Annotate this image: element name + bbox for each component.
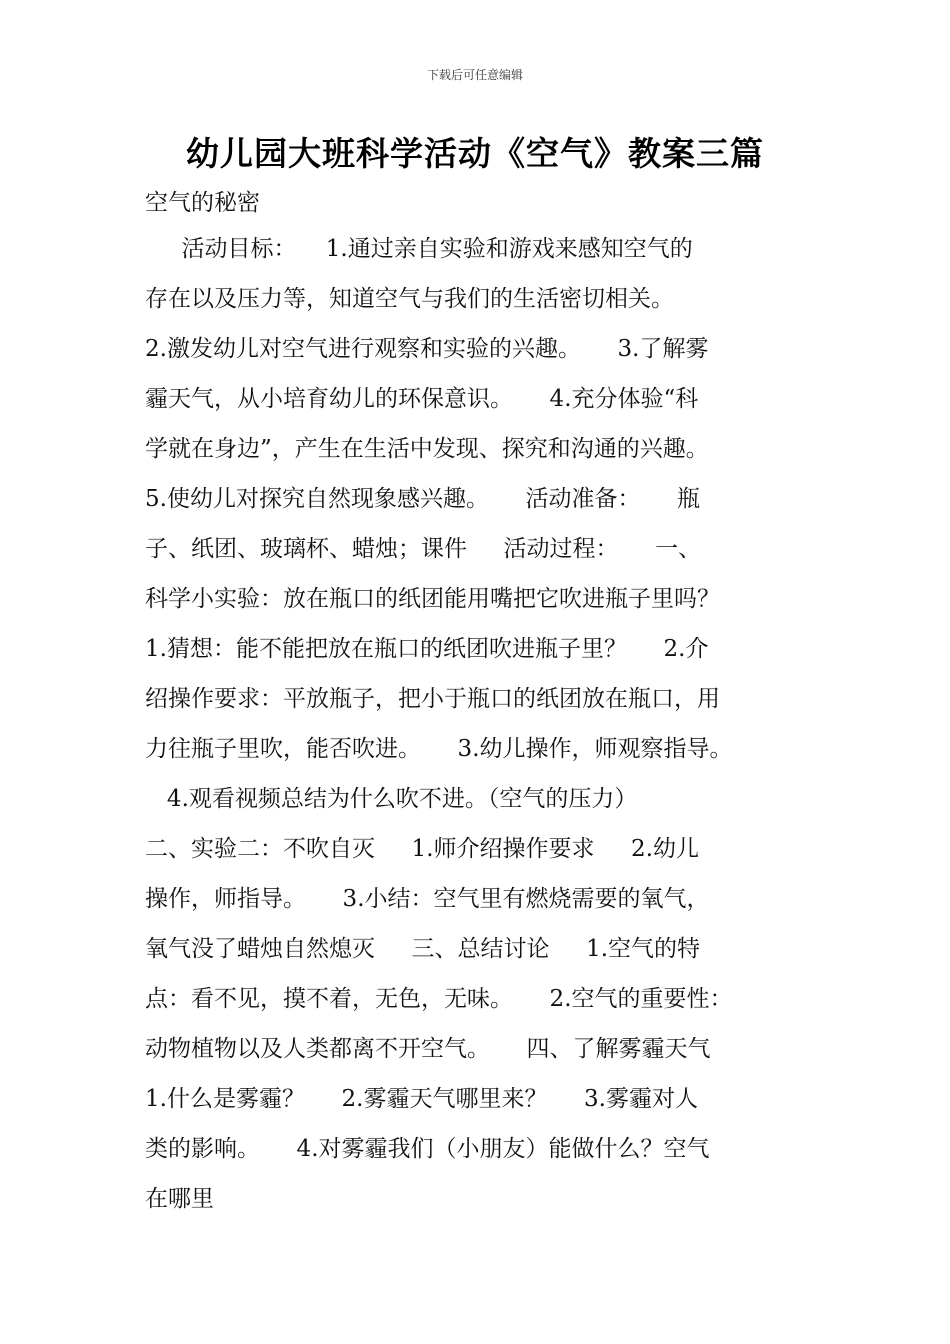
body-line: 点：看不见，摸不着，无色，无味。 2.空气的重要性： [145,986,733,1012]
body-line: 5.使幼儿对探究自然现象感兴趣。 活动准备： 瓶 [145,486,701,512]
header-note: 下载后可任意编辑 [426,68,523,82]
body-line: 学就在身边”，产生在生活中发现、探究和沟通的兴趣。 [145,436,709,462]
body-line: 存在以及压力等，知道空气与我们的生活密切相关。 [145,286,674,312]
body-line: 类的影响。 4.对雾霾我们（小朋友）能做什么？空气 [145,1136,710,1162]
body-line: 在哪里 [145,1186,214,1212]
body-line: 二、实验二：不吹自灭 1.师介绍操作要求 2.幼儿 [145,836,699,862]
body-line: 绍操作要求：平放瓶子，把小于瓶口的纸团放在瓶口，用 [145,686,720,712]
body-line: 2.激发幼儿对空气进行观察和实验的兴趣。 3.了解雾 [145,336,709,362]
body-line: 氧气没了蜡烛自然熄灭 三、总结讨论 1.空气的特 [145,936,701,962]
body-line: 4.观看视频总结为什么吹不进。（空气的压力） [145,786,638,812]
body-line: 动物植物以及人类都离不开空气。 四、了解雾霾天气 [145,1036,711,1062]
document-title: 幼儿园大班科学活动《空气》教案三篇 [186,134,764,173]
body-line: 活动目标： 1.通过亲自实验和游戏来感知空气的 [145,236,693,262]
body-line: 操作，师指导。 3.小结：空气里有燃烧需要的氧气， [145,886,710,912]
body-line: 霾天气，从小培育幼儿的环保意识。 4.充分体验“科 [145,386,699,412]
body-line: 科学小实验：放在瓶口的纸团能用嘴把它吹进瓶子里吗？ [145,586,720,612]
body-line: 1.猜想：能不能把放在瓶口的纸团吹进瓶子里？ 2.介 [145,636,709,662]
document-body [145,224,810,1224]
body-line: 子、纸团、玻璃杯、蜡烛；课件 活动过程： 一、 [145,536,702,562]
body-line: 力往瓶子里吹，能否吹进。 3.幼儿操作，师观察指导。 [145,736,733,762]
section-subtitle: 空气的秘密 [145,190,260,216]
body-line: 1.什么是雾霾？ 2.雾霾天气哪里来？ 3.雾霾对人 [145,1086,698,1112]
